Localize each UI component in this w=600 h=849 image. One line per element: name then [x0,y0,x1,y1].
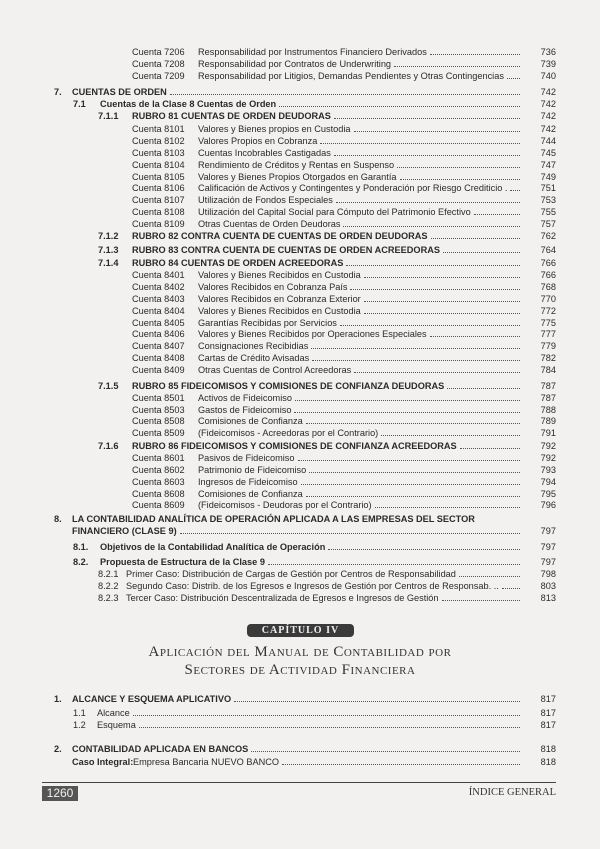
toc-entry-page: 742 [540,111,556,121]
toc-entry-title: Primer Caso: Distribución de Cargas de Gestión por Centros de Responsabilidad [126,569,456,579]
dot-leader [502,581,520,589]
toc-entry-page: 740 [540,71,556,81]
dot-leader [139,720,520,728]
toc-entry-title: FINANCIERO (CLASE 9) [72,526,177,536]
toc-entry-title: Activos de Fideicomiso [198,393,292,403]
toc-entry-number: Cuenta 8601 [132,453,185,463]
toc-entry-page: 817 [540,720,556,730]
toc-entry [132,195,556,206]
toc-entry-number: 7.1.4 [98,258,119,268]
toc-entry-number: 1.1 [73,708,86,718]
toc-entry-number: 1.2 [73,720,86,730]
toc-entry-page: 797 [540,542,556,552]
toc-entry-title: RUBRO 86 FIDEICOMISOS Y COMISIONES DE CONFIANZA ACREEDORAS [132,441,457,451]
toc-entry-number: Cuenta 8109 [132,219,185,229]
chapter-title-line-2: Sectores de Actividad Financiera [184,662,416,678]
toc-entry-title: Utilización de Fondos Especiales [198,195,333,205]
toc-entry-page: 798 [540,569,556,579]
toc-entry-title: RUBRO 85 FIDEICOMISOS Y COMISIONES DE CONFIANZA DEUDORAS [132,381,445,391]
toc-entry-number: 8.2.2 [98,581,119,591]
toc-entry-number: Caso Integral: [72,757,134,767]
toc-entry [132,393,556,404]
toc-entry-title: Responsabilidad por Contratos de Underwriting [198,59,392,69]
dot-leader [334,148,520,156]
toc-entry-page: 745 [540,148,556,158]
toc-entry-page: 789 [540,416,556,426]
toc-entry-number: Cuenta 8101 [132,124,185,134]
dot-leader [309,465,520,473]
toc-entry [98,381,556,392]
toc-entry [132,365,556,376]
dot-leader [346,258,520,266]
toc-entry-page: 784 [540,365,556,375]
toc-entry [132,59,556,70]
toc-entry-page: 762 [540,231,556,241]
toc-entry-number: 7.1.2 [98,231,119,241]
toc-entry [54,526,556,537]
toc-entry-title: CUENTAS DE ORDEN [72,87,167,97]
toc-entry-page: 793 [540,465,556,475]
toc-entry-title: Segundo Caso: Distrib. de los Egresos e Ingresos de Gestión por Centros de Responsab. .. [126,581,499,591]
toc-entry-title: Esquema [97,720,136,730]
dot-leader [328,542,520,550]
dot-leader [234,694,520,702]
toc-entry-page: 788 [540,405,556,415]
toc-entry-page: 766 [540,258,556,268]
toc-entry-number: 8.2.3 [98,593,119,603]
toc-entry-title: RUBRO 83 CONTRA CUENTA DE CUENTAS DE ORDEN ACREEDORAS [132,245,440,255]
toc-entry [54,694,556,705]
toc-entry-page: 742 [540,87,556,97]
toc-entry-page: 757 [540,219,556,229]
toc-entry-number: 2. [54,744,62,754]
toc-entry [132,136,556,147]
toc-entry-title: (Fideicomisos - Acreedoras por el Contrario) [198,428,379,438]
toc-entry-title: Comisiones de Confianza [198,416,303,426]
toc-entry-number: Cuenta 8108 [132,207,185,217]
dot-leader [442,593,520,601]
toc-entry-page: 792 [540,453,556,463]
toc-entry-page: 791 [540,428,556,438]
dot-leader [474,207,520,215]
dot-leader [334,111,520,119]
toc-entry [132,465,556,476]
toc-entry-title: Ingresos de Fideicomiso [198,477,298,487]
toc-entry-page: 742 [540,124,556,134]
dot-leader [295,393,520,401]
toc-entry [132,124,556,135]
dot-leader [354,124,520,132]
toc-entry [132,160,556,171]
toc-entry-number: Cuenta 8408 [132,353,185,363]
toc-entry-page: 751 [540,183,556,193]
toc-entry-page: 792 [540,441,556,451]
toc-entry [98,231,556,242]
toc-entry-number: Cuenta 8603 [132,477,185,487]
toc-entry-number: 7.1.3 [98,245,119,255]
toc-entry-title: Valores Propios en Cobranza [198,136,318,146]
toc-entry-page: 782 [540,353,556,363]
toc-entry-title: Rendimiento de Créditos y Rentas en Suspenso [198,160,395,170]
toc-entry-number: Cuenta 8404 [132,306,185,316]
toc-entry [132,428,556,439]
toc-entry-title: Valores y Bienes Recibidos en Custodia [198,306,361,316]
dot-leader [306,416,520,424]
toc-entry-number: Cuenta 8405 [132,318,185,328]
toc-entry-number: Cuenta 8403 [132,294,185,304]
toc-entry-page: 753 [540,195,556,205]
toc-entry-number: Cuenta 8407 [132,341,185,351]
toc-entry-title: Patrimonio de Fideicomiso [198,465,307,475]
dot-leader [507,71,520,79]
toc-entry-number: 8.1. [73,542,89,552]
page-number: 1260 [42,786,78,801]
toc-entry [98,581,556,592]
toc-entry-title: ALCANCE Y ESQUEMA APLICATIVO [72,694,232,704]
toc-entry-page: 749 [540,172,556,182]
toc-entry [132,453,556,464]
dot-leader [306,489,520,497]
toc-entry-title: Valores y Bienes Recibidos por Operaciones Especiales [198,329,427,339]
toc-entry [73,99,556,110]
toc-entry-title: Responsabilidad por Instrumentos Financiero Derivados [198,47,427,57]
toc-entry [132,329,556,340]
dot-leader [301,477,520,485]
dot-leader [364,294,520,302]
toc-entry [132,405,556,416]
toc-entry [132,183,556,194]
footer-section: ÍNDICE GENERAL [468,787,556,798]
dot-leader [298,453,520,461]
toc-entry-number: Cuenta 8103 [132,148,185,158]
toc-entry-title: Otras Cuentas de Control Acreedoras [198,365,352,375]
toc-entry [132,353,556,364]
dot-leader [459,569,520,577]
chapter-title-line-1: Aplicación del Manual de Contabilidad por [148,644,452,660]
toc-entry-number: Cuenta 8401 [132,270,185,280]
toc-entry-title: Responsabilidad por Litigios, Demandas Pendientes y Otras Contingencias [198,71,504,81]
toc-entry-number: Cuenta 8501 [132,393,185,403]
toc-entry-page: 794 [540,477,556,487]
dot-leader [336,195,520,203]
dot-leader [350,282,520,290]
toc-entry [73,557,556,568]
dot-leader [180,526,520,534]
toc-entry [54,514,556,525]
toc-entry-title: RUBRO 81 CUENTAS DE ORDEN DEUDORAS [132,111,331,121]
toc-entry-title: Cuentas Incobrables Castigadas [198,148,331,158]
toc-entry-page: 744 [540,136,556,146]
toc-entry-page: 779 [540,341,556,351]
toc-entry-number: 7. [54,87,62,97]
dot-leader [394,59,520,67]
toc-entry-title: Gastos de Fideicomiso [198,405,292,415]
toc-entry-number: Cuenta 8102 [132,136,185,146]
dot-leader [354,365,520,373]
toc-entry-page: 796 [540,500,556,510]
toc-entry-number: Cuenta 7209 [132,71,185,81]
toc-entry [73,720,556,731]
toc-entry-number: Cuenta 8509 [132,428,185,438]
dot-leader [460,441,520,449]
toc-entry-page: 777 [540,329,556,339]
dot-leader [381,428,520,436]
toc-entry [72,757,556,768]
toc-entry-page: 817 [540,694,556,704]
toc-entry-page: 795 [540,489,556,499]
toc-entry [132,341,556,352]
toc-entry-number: Cuenta 8409 [132,365,185,375]
toc-entry-number: Cuenta 8609 [132,500,185,510]
toc-entry [132,282,556,293]
toc-entry-page: 797 [540,526,556,536]
toc-entry-page: 770 [540,294,556,304]
toc-entry [132,71,556,82]
toc-entry [132,270,556,281]
toc-entry [132,416,556,427]
toc-entry [132,500,556,511]
toc-entry [73,708,556,719]
dot-leader [251,744,520,752]
toc-entry-number: 8.2. [73,557,89,567]
toc-entry [132,489,556,500]
footer-rule [42,782,556,783]
toc-entry [98,441,556,452]
toc-entry-number: 8.2.1 [98,569,119,579]
toc-entry-number: Cuenta 8406 [132,329,185,339]
toc-entry-page: 747 [540,160,556,170]
toc-entry [98,593,556,604]
toc-entry-page: 813 [540,593,556,603]
dot-leader [430,47,520,55]
toc-entry [132,318,556,329]
dot-leader [311,341,520,349]
toc-entry-title: Pasivos de Fideicomiso [198,453,295,463]
toc-entry-title: RUBRO 82 CONTRA CUENTA DE CUENTAS DE ORDEN DEUDORAS [132,231,428,241]
toc-entry-page: 787 [540,381,556,391]
dot-leader [431,231,520,239]
dot-leader [320,136,520,144]
toc-entry-page: 766 [540,270,556,280]
toc-entry-title: Valores y Bienes Recibidos en Custodia [198,270,361,280]
toc-entry-number: Cuenta 7206 [132,47,185,57]
toc-entry [98,258,556,269]
toc-entry-title: Valores Recibidos en Cobranza Exterior [198,294,361,304]
dot-leader [340,318,520,326]
toc-entry-title: Propuesta de Estructura de la Clase 9 [100,557,265,567]
toc-entry [132,148,556,159]
toc-entry-page: 742 [540,99,556,109]
toc-entry-title: Comisiones de Confianza [198,489,303,499]
toc-entry-title: Cuentas de la Clase 8 Cuentas de Orden [100,99,277,109]
toc-entry [73,542,556,553]
toc-entry-title: Tercer Caso: Distribución Descentralizada de Egresos e Ingresos de Gestión [126,593,439,603]
dot-leader [447,381,520,389]
toc-entry-title: CONTABILIDAD APLICADA EN BANCOS [72,744,249,754]
toc-entry [54,744,556,755]
toc-entry-page: 775 [540,318,556,328]
chapter-badge: CAPÍTULO IV [247,624,354,637]
toc-entry-number: Cuenta 8608 [132,489,185,499]
toc-entry-page: 739 [540,59,556,69]
dot-leader [400,172,521,180]
dot-leader [294,405,520,413]
toc-entry-title: Calificación de Activos y Contingentes y Ponderación por Riesgo Crediticio . [198,183,508,193]
dot-leader [343,219,520,227]
toc-entry [132,47,556,58]
dot-leader [133,708,520,716]
toc-entry-number: Cuenta 8503 [132,405,185,415]
toc-entry-page: 768 [540,282,556,292]
dot-leader [364,306,520,314]
dot-leader [397,160,520,168]
toc-entry-number: Cuenta 8107 [132,195,185,205]
toc-entry-page: 818 [540,757,556,767]
toc-entry-title: Valores y Bienes propios en Custodia [198,124,351,134]
dot-leader [312,353,520,361]
toc-entry [132,172,556,183]
toc-entry [132,294,556,305]
toc-entry-number: Cuenta 8104 [132,160,185,170]
toc-entry-number: 7.1.5 [98,381,119,391]
toc-entry [132,306,556,317]
dot-leader [268,557,520,565]
toc-entry-number: 8. [54,514,62,524]
toc-entry-number: 7.1.6 [98,441,119,451]
toc-entry-page: 817 [540,708,556,718]
toc-entry-title: Consignaciones Recibidias [198,341,309,351]
toc-entry-page: 764 [540,245,556,255]
toc-entry-title: Utilización del Capital Social para Cómputo del Patrimonio Efectivo [198,207,471,217]
toc-entry-title: Otras Cuentas de Orden Deudoras [198,219,341,229]
dot-leader [170,87,520,95]
toc-entry-title: Objetivos de la Contabilidad Analítica de Operación [100,542,326,552]
toc-entry-number: Cuenta 8105 [132,172,185,182]
toc-entry-page: 736 [540,47,556,57]
toc-entry-number: 7.1.1 [98,111,119,121]
toc-entry-number: Cuenta 7208 [132,59,185,69]
dot-leader [279,99,520,107]
toc-entry-title: RUBRO 84 CUENTAS DE ORDEN ACREEDORAS [132,258,344,268]
toc-entry-title: Empresa Bancaria NUEVO BANCO [133,757,280,767]
toc-entry-title: LA CONTABILIDAD ANALÍTICA DE OPERACIÓN APLICADA A LAS EMPRESAS DEL SECTOR [72,514,475,524]
dot-leader [510,183,520,191]
toc-entry [98,569,556,580]
toc-entry-page: 803 [540,581,556,591]
dot-leader [375,500,520,508]
toc-entry-title: Garantías Recibidas por Servicios [198,318,337,328]
toc-entry-number: Cuenta 8602 [132,465,185,475]
toc-entry-title: (Fideicomisos - Deudoras por el Contrario) [198,500,372,510]
toc-entry [132,477,556,488]
toc-entry [132,219,556,230]
toc-entry-number: Cuenta 8402 [132,282,185,292]
toc-entry [98,245,556,256]
toc-entry-page: 772 [540,306,556,316]
toc-entry-number: 7.1 [73,99,86,109]
toc-entry-page: 818 [540,744,556,754]
toc-entry-number: 1. [54,694,62,704]
toc-entry-number: Cuenta 8508 [132,416,185,426]
dot-leader [282,757,520,765]
toc-entry-title: Cartas de Crédito Avisadas [198,353,310,363]
toc-entry [54,87,556,98]
toc-entry [98,111,556,122]
toc-entry-title: Valores Recibidos en Cobranza País [198,282,348,292]
dot-leader [364,270,520,278]
toc-entry-page: 797 [540,557,556,567]
dot-leader [443,245,520,253]
toc-entry-page: 787 [540,393,556,403]
toc-entry-page: 755 [540,207,556,217]
dot-leader [430,329,520,337]
toc-entry [132,207,556,218]
toc-entry-title: Valores y Bienes Propios Otorgados en Garantía [198,172,397,182]
toc-entry-title: Alcance [97,708,130,718]
toc-entry-number: Cuenta 8106 [132,183,185,193]
